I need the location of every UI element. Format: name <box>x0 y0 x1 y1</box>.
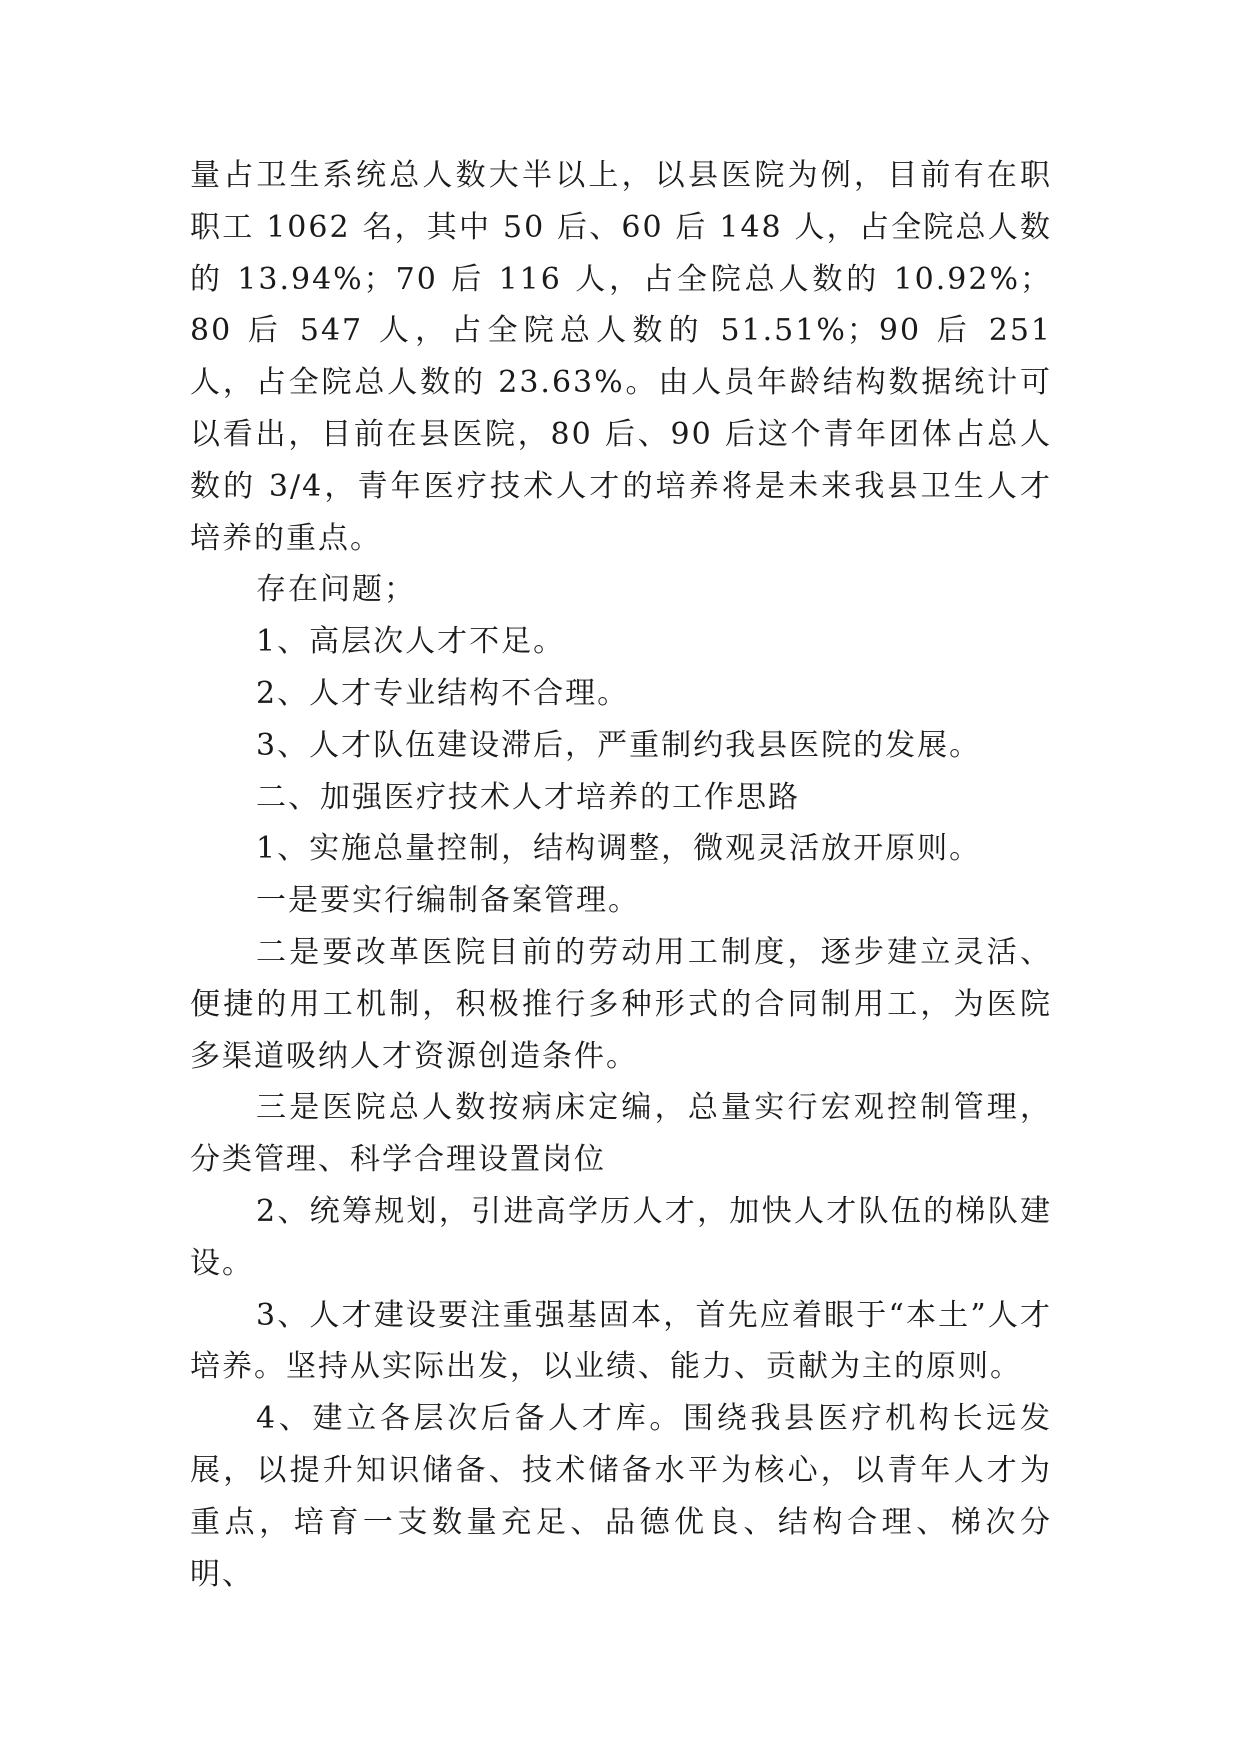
paragraph-problems-heading: 存在问题； <box>256 572 416 608</box>
paragraph-approach-4: 4、建立各层次后备人才库。围绕我县医疗机构长远发展，以提升知识储备、技术储备水平为核心，以青年人才为重点，培育一支数量充足、品德优良、结构合理、梯次分明、 <box>190 1401 1052 1592</box>
paragraph-statistics: 量占卫生系统总人数大半以上，以县医院为例，目前有在职职工 1062 名，其中 50 后、60 后 148 人，占全院总人数的 13.94%；70 后 116 人，占全院总人数的 10.92%；80 后 547 人，占全院总人数的 51.51%；90 后 251 人，占全院总人数的 23.63%。由人员年龄结构数据统计可以看出，目前在县医院，80 后、90 后这个青年团体占总人数的 3/4，青年医疗技术人才的培养将是未来我县卫生人才培养的重点。 <box>190 158 1052 556</box>
paragraph-approach-1: 1、实施总量控制，结构调整，微观灵活放开原则。 <box>256 831 982 867</box>
paragraph-problem-1: 1、高层次人才不足。 <box>256 624 566 660</box>
document-body <box>190 150 1052 1600</box>
paragraph-approach-3: 3、人才建设要注重强基固本，首先应着眼于“本土”人才培养。坚持从实际出发，以业绩、能力、贡献为主的原则。 <box>190 1297 1052 1385</box>
paragraph-problem-3: 3、人才队伍建设滞后，严重制约我县医院的发展。 <box>256 727 982 763</box>
paragraph-approach-1-first: 一是要实行编制备案管理。 <box>256 883 640 919</box>
paragraph-approach-1-second: 二是要改革医院目前的劳动用工制度，逐步建立灵活、便捷的用工机制，积极推行多种形式的合同制用工，为医院多渠道吸纳人才资源创造条件。 <box>190 934 1052 1074</box>
paragraph-problem-2: 2、人才专业结构不合理。 <box>256 675 630 711</box>
paragraph-approach-1-third: 三是医院总人数按病床定编，总量实行宏观控制管理，分类管理、科学合理设置岗位 <box>190 1090 1052 1178</box>
section-heading-approach: 二、加强医疗技术人才培养的工作思路 <box>256 779 800 815</box>
paragraph-approach-2: 2、统筹规划，引进高学历人才，加快人才队伍的梯队建设。 <box>190 1193 1052 1281</box>
